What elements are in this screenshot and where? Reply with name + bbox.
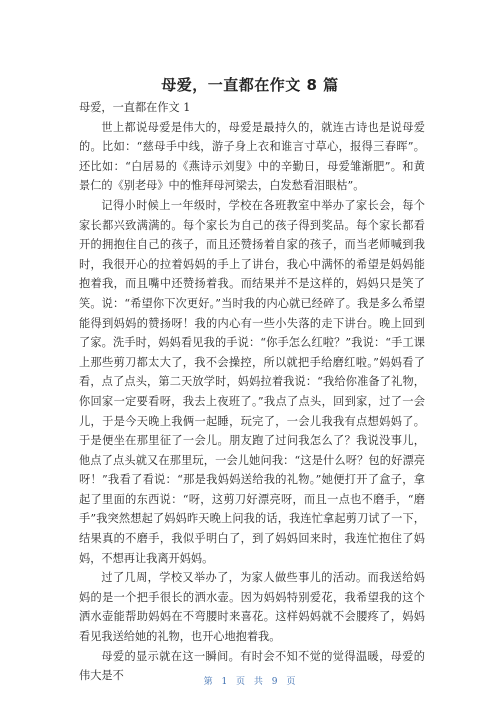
paragraph-3: 过了几周，学校又举办了，为家人做些事儿的活动。而我送给妈妈的是一个把手很长的洒水壶。因为妈妈特别爱花，我希望我的这个洒水壶能帮助妈妈在不弯腰时来喜花。这样妈妈就不会腰疼了，妈妈看见我送给她的礼物，也开心地抱着我。 bbox=[79, 571, 425, 644]
paragraph-2: 记得小时候上一年级时，学校在各班教室中举办了家长会，每个家长都兴致满满的。每个家长为自己的孩子得到奖品。每个家长都看开的拥抱住自己的孩子，而且还赞扬着自家的孩子，而当老师喊到我时，我很开心的拉着妈妈的手上了讲台，我心中满怀的希望是妈妈能抱着我，而且嘴中还赞扬着我。而结果并不是这样的，妈妈只是笑了笑。说：“希望你下次更好。”当时我的内心就已经碎了。我是多么希望能得到妈妈的赞扬呀！我的内心有一些小失落的走下讲台。晚上回到了家。洗手时，妈妈看见我的手说：“你手怎么红啦？”我说：“手工课上那些剪刀都太大了，我不会操控，所以就把手给磨红啦。”妈妈看了看，点了点头，第二天放学时，妈妈拉着我说：“我给你准备了礼物，你回家一定要看呀，我去上夜班了。”我点了点头，回到家，过了一会儿，于是今天晚上我俩一起睡，玩完了，一会儿我我有点想妈妈了。于是便坐在那里征了一会儿。朋友跑了过问我怎么了？我说没事儿，他点了点头就又在那里玩，一会儿她问我：“这是什么呀？包的好漂亮呀！”我看了看说：“那是我妈妈送给我的礼物。”她便打开了盒子，拿起了里面的东西说：“呀，这剪刀好漂亮呀，而且一点也不磨手，“磨手”我突然想起了妈妈昨天晚上问我的话，我连忙拿起剪刀试了一下，结果真的不磨手，我似乎明白了，到了妈妈回来时，我连忙抱住了妈妈，不想再让我离开妈妈。 bbox=[79, 198, 425, 565]
document-title: 母爱，一直都在作文 8 篇 bbox=[161, 76, 339, 94]
document-body bbox=[79, 98, 425, 686]
paragraph-1: 世上都说母爱是伟大的，母爱是最持久的，就连古诗也是说母爱的。比如：“慈母手中线，游子身上衣和谁言寸草心，报得三春晖”。还比如：“白居易的《燕诗示刘叟》中的辛勤日，母爱雏渐肥”。和黄景仁的《别老母》中的惟拜母河梁去，白发愁看泪眼枯”。 bbox=[79, 120, 425, 193]
paragraph-4: 母爱的显示就在这一瞬间。有时会不知不觉的觉得温暖，母爱的伟大是不 bbox=[79, 649, 425, 683]
page-number-footer: 第 1 页 共 9 页 bbox=[203, 677, 297, 687]
section-subheading: 母爱，一直都在作文 1 bbox=[79, 101, 191, 114]
